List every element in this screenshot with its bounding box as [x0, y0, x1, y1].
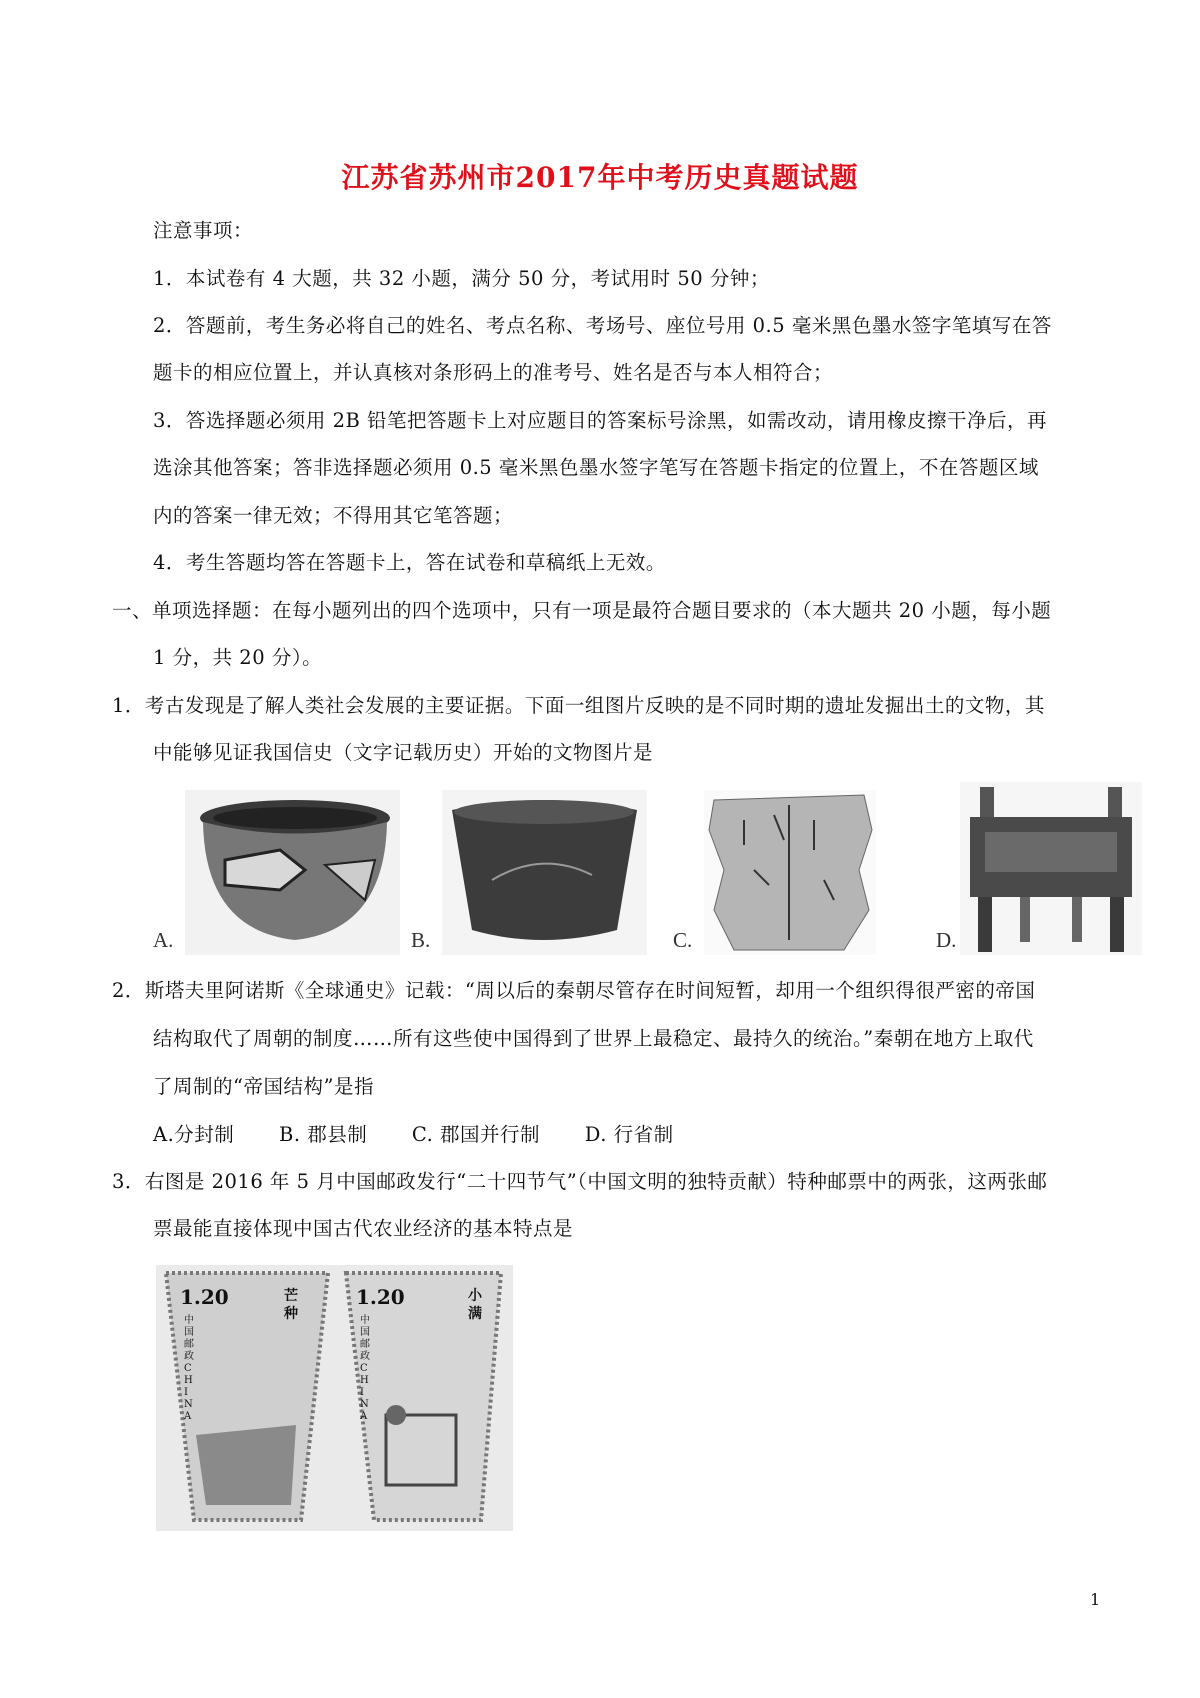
question-1-text: 1．考古发现是了解人类社会发展的主要证据。下面一组图片反映的是不同时期的遗址发掘出土的文物，其: [112, 694, 1045, 717]
notice-line: 2．答题前，考生务必将自己的姓名、考点名称、考场号、座位号用 0.5 毫米黑色墨水签字笔填写在答: [153, 314, 1052, 337]
question-3-text: 票最能直接体现中国古代农业经济的基本特点是: [153, 1217, 574, 1240]
question-2-text: 了周制的“帝国结构”是指: [153, 1075, 374, 1098]
question-2-text: 2．斯塔夫里阿诺斯《全球通史》记载：“周以后的秦朝尽管存在时间短暂，却用一个组织得很严密的帝国: [112, 979, 1036, 1002]
question-3-text: 3．右图是 2016 年 5 月中国邮政发行“二十四节气”（中国文明的独特贡献）特种邮票中的两张，这两张邮: [112, 1170, 1048, 1193]
question-2-text: 结构取代了周朝的制度……所有这些使中国得到了世界上最稳定、最持久的统治。”秦朝在地方上取代: [153, 1027, 1034, 1050]
image-label-c: C.: [673, 928, 693, 952]
option-d: D. 行省制: [584, 1123, 674, 1146]
stamp-value: 1.20: [180, 1285, 229, 1309]
section-heading: 一、单项选择题：在每小题列出的四个选项中，只有一项是最符合题目要求的（本大题共 20 小题，每小题: [112, 599, 1052, 622]
option-c: C. 郡国并行制: [411, 1123, 541, 1146]
question-1-text: 中能够见证我国信史（文字记载历史）开始的文物图片是: [153, 741, 654, 764]
stamps-image: [156, 1265, 513, 1531]
oracle-bone-image: [704, 790, 876, 955]
option-b: B. 郡县制: [278, 1123, 368, 1146]
bronze-ding-image: [960, 782, 1142, 955]
stamp-name: 小满: [468, 1288, 482, 1322]
notice-line: 内的答案一律无效；不得用其它笔答题；: [153, 504, 514, 527]
page-number: 1: [1090, 1590, 1101, 1609]
notice-line: 3．答选择题必须用 2B 铅笔把答题卡上对应题目的答案标号涂黑，如需改动，请用橡皮擦干净后，再: [153, 409, 1048, 432]
image-label-b: B.: [411, 928, 431, 952]
stamp-issuer: 中国邮政 CHINA: [184, 1315, 194, 1422]
stamp-name: 芒种: [284, 1288, 298, 1322]
carved-pottery-vessel-image: [442, 790, 647, 955]
notice-line: 选涂其他答案；答非选择题必须用 0.5 毫米黑色墨水签字笔写在答题卡指定的位置上，不在答题区域: [153, 456, 1039, 479]
question-2-options: [153, 1122, 712, 1148]
notice-line: 4．考生答题均答在答题卡上，答在试卷和草稿纸上无效。: [153, 551, 666, 574]
painted-pottery-bowl-image: [185, 790, 400, 955]
notice-line: 1．本试卷有 4 大题，共 32 小题，满分 50 分，考试用时 50 分钟；: [153, 267, 770, 290]
section-heading-cont: 1 分，共 20 分）。: [153, 646, 323, 669]
stamp-issuer: 中国邮政 CHINA: [360, 1315, 370, 1422]
image-label-d: D.: [936, 928, 957, 952]
stamp-value: 1.20: [356, 1285, 405, 1309]
page-title: 江苏省苏州市2017年中考历史真题试题: [341, 161, 859, 194]
notice-line: 题卡的相应位置上，并认真核对条形码上的准考号、姓名是否与本人相符合；: [153, 361, 834, 384]
image-label-a: A.: [153, 928, 174, 952]
notice-heading: 注意事项：: [153, 219, 254, 242]
option-a: A.分封制: [153, 1123, 235, 1146]
